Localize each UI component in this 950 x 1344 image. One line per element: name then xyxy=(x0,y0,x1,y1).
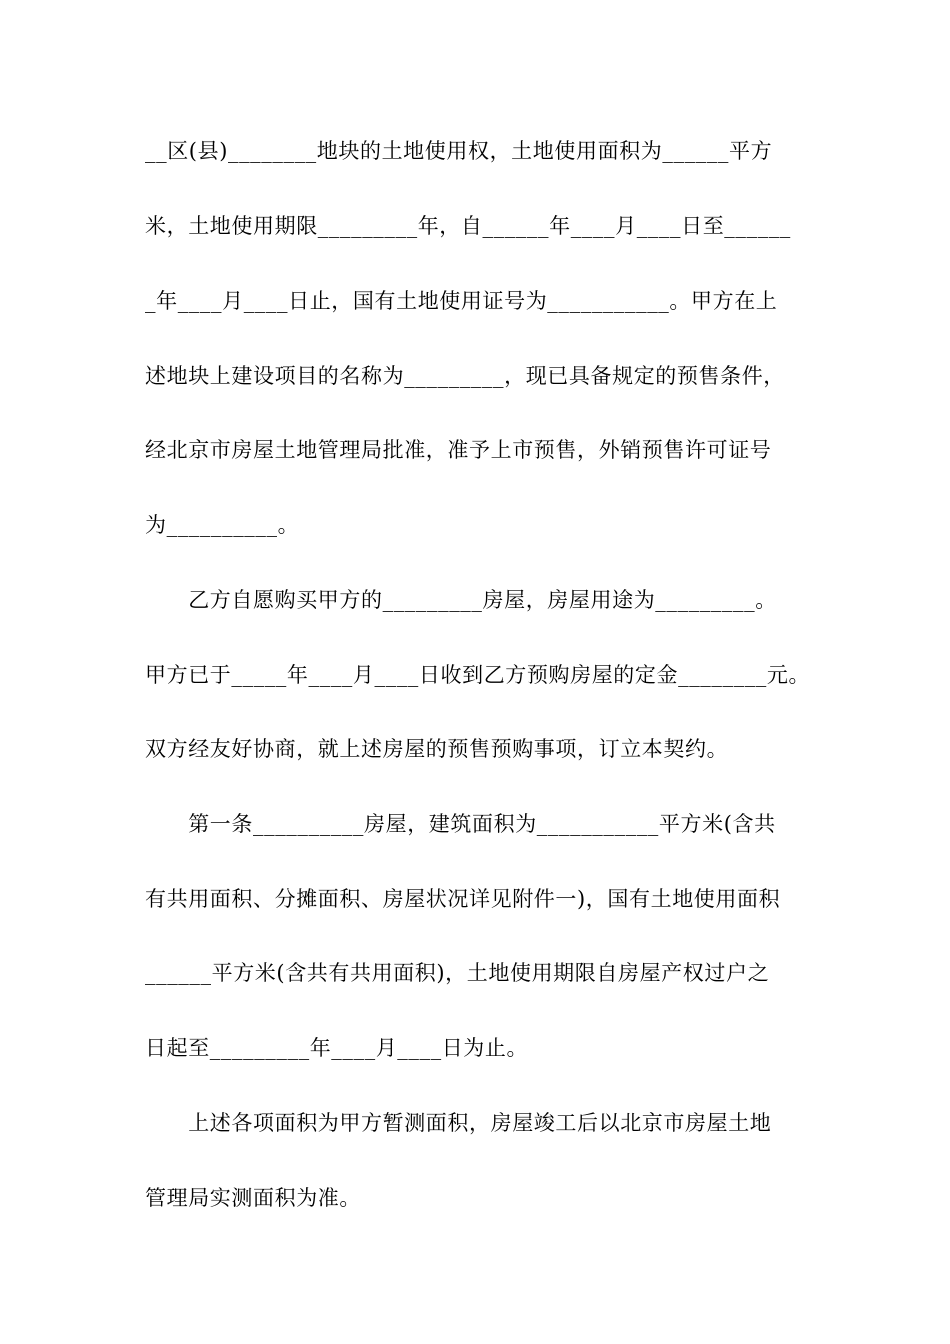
text-line: 第一条__________房屋，建筑面积为___________平方米(含共 xyxy=(145,812,776,836)
text-line: 米，土地使用期限_________年，自______年____月____日至______ xyxy=(145,214,791,238)
text-line: 为__________。 xyxy=(145,513,300,537)
text-line: 述地块上建设项目的名称为_________，现已具备规定的预售条件， xyxy=(145,364,785,388)
text-line: 日起至_________年____月____日为止。 xyxy=(145,1036,529,1060)
text-line: ______平方米(含共有共用面积)，土地使用期限自房屋产权过户之 xyxy=(145,961,770,985)
text-line: 双方经友好协商，就上述房屋的预售预购事项，订立本契约。 xyxy=(145,737,729,761)
text-line: _年____月____日止，国有土地使用证号为___________。甲方在上 xyxy=(145,289,778,313)
text-line: __区(县)________地块的土地使用权，土地使用面积为______平方 xyxy=(145,139,773,163)
text-line: 管理局实测面积为准。 xyxy=(145,1186,361,1210)
text-line: 经北京市房屋土地管理局批准，准予上市预售，外销预售许可证号 xyxy=(145,438,772,462)
text-line: 乙方自愿购买甲方的_________房屋，房屋用途为_________。 xyxy=(145,588,777,612)
text-line: 有共用面积、分摊面积、房屋状况详见附件一)，国有土地使用面积 xyxy=(145,887,781,911)
text-line: 甲方已于_____年____月____日收到乙方预购房屋的定金________元。 xyxy=(145,663,811,687)
text-line: 上述各项面积为甲方暂测面积，房屋竣工后以北京市房屋土地 xyxy=(145,1111,772,1135)
